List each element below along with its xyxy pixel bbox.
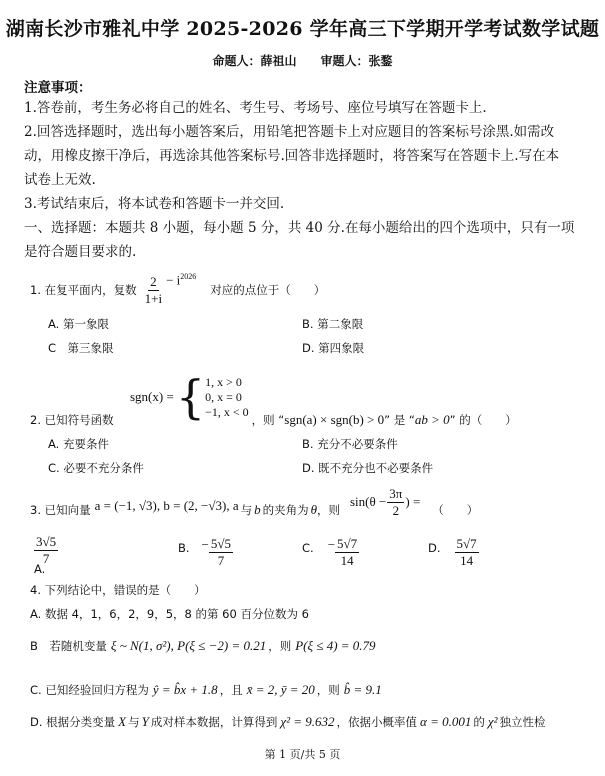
q2-stem-suffix: ” 的（ ） bbox=[449, 413, 517, 427]
q3-b-label: B. bbox=[178, 541, 190, 555]
q3-a-den: 7 bbox=[42, 551, 50, 566]
q2-option-d: D. 既不充分也不必要条件 bbox=[302, 461, 434, 475]
q2-expr-1: sgn(a) × sgn(b) > 0 bbox=[284, 412, 385, 427]
q4-c-math-3: b̂ = 9.1 bbox=[343, 682, 382, 697]
q3-c-den: 14 bbox=[340, 553, 354, 568]
q3-sin-open: sin(θ − bbox=[349, 494, 387, 509]
q4-d-x: X bbox=[118, 714, 127, 729]
q1-option-c: C 第三象限 bbox=[48, 341, 114, 355]
q3-d-den: 14 bbox=[460, 553, 474, 568]
q1-frac-num: 2 bbox=[150, 273, 157, 289]
q3-option-a-label: A. bbox=[34, 562, 46, 576]
q4-c-math-2: x̄ = 2, ȳ = 20 bbox=[246, 682, 315, 697]
q3-option-b-fraction bbox=[209, 536, 233, 569]
note-item-1-text: 1.答卷前，考生务必将自己的姓名、考生号、考场号、座位号填写在答题卡上. bbox=[24, 100, 487, 116]
notes-heading: 注意事项： bbox=[24, 80, 92, 96]
q2-case-1: 1, x > 0 bbox=[205, 374, 242, 389]
q1-minus-i: − i bbox=[166, 272, 181, 288]
q2-stem-mid-2: ” 是 “ bbox=[384, 413, 415, 427]
q4-d-mid: 成对样本数据，计算得到 bbox=[150, 715, 278, 729]
section-heading-line-2: 是符合题目要求的. bbox=[24, 244, 137, 260]
q2-brace: { bbox=[175, 370, 206, 424]
author-line: 命题人：薛祖山 审题人：张鍪 bbox=[212, 54, 393, 68]
question-3 bbox=[30, 485, 479, 532]
q2-case-2: 0, x = 0 bbox=[205, 389, 242, 404]
note-item-3: 3.考试结束后，将本试卷和答题卡一并交回. bbox=[24, 196, 285, 212]
q3-mid: 与 bbox=[240, 503, 253, 517]
q3-option-b bbox=[178, 536, 233, 569]
q4-d-chi: χ² = 9.632 bbox=[280, 714, 335, 729]
q3-b-num: 5√5 bbox=[210, 536, 232, 551]
question-4-stem: 4. 下列结论中，错误的是（ ） bbox=[30, 583, 206, 597]
q1-stem-prefix: 1. 在复平面内，复数 bbox=[30, 283, 137, 297]
section-heading-line-1: 一、选择题：本题共 8 小题，每小题 5 分，共 40 分.在每小题给出的四个选项中，只有一项 bbox=[24, 220, 575, 236]
q1-power: 2026 bbox=[180, 271, 197, 281]
q4-d-y: Y bbox=[141, 714, 149, 729]
q1-option-d: D. 第四象限 bbox=[302, 341, 365, 355]
q4-d-suffix: 独立性检 bbox=[499, 715, 546, 729]
q4-b-mid: ，则 bbox=[268, 639, 292, 653]
q3-option-d bbox=[428, 536, 479, 569]
note-item-2-line-1: 2.回答选择题时，选出每小题答案后，用铅笔把答题卡上对应题目的答案标号涂黑.如需改 bbox=[24, 124, 555, 140]
q4-b-math-2: P(ξ ≤ 4) = 0.79 bbox=[295, 638, 376, 653]
q3-sin-expression bbox=[350, 486, 420, 519]
q1-stem-suffix: 对应的点位于（ ） bbox=[210, 283, 326, 297]
q3-d-num: 5√7 bbox=[456, 536, 477, 551]
q4-d-chi-2: χ² bbox=[487, 714, 498, 729]
q4-option-c bbox=[30, 682, 382, 698]
note-item-2-line-2: 动，用橡皮擦干净后，再选涂其他答案标号.回答非选择题时，将答案写在答题卡上.写在本 bbox=[24, 148, 560, 164]
q4-d-prefix: D. 根据分类变量 bbox=[30, 715, 116, 729]
q4-option-d bbox=[30, 714, 545, 730]
q1-frac-den: 1+i bbox=[144, 290, 163, 306]
q3-mid-3: ，则 bbox=[316, 503, 340, 517]
q4-b-math-1: ξ ~ N(1, σ²), P(ξ ≤ −2) = 0.21 bbox=[110, 638, 267, 653]
q3-c-label: C. bbox=[302, 541, 314, 555]
q4-b-prefix: B 若随机变量 bbox=[30, 639, 107, 653]
q3-sin-close: ) = bbox=[405, 494, 421, 509]
q3-vectors: a = (−1, √3), b = (2, −√3), a bbox=[94, 498, 239, 513]
q4-d-and: 与 bbox=[128, 715, 140, 729]
q1-option-b: B. 第二象限 bbox=[302, 317, 364, 331]
q1-option-a: A. 第一象限 bbox=[48, 317, 109, 331]
page-footer: 第 1 页/共 5 页 bbox=[264, 748, 341, 761]
page-title: 湖南长沙市雅礼中学 2025-2026 学年高三下学期开学考试数学试题 bbox=[5, 18, 600, 40]
q3-vec-b: b bbox=[254, 502, 261, 517]
q2-sgn-label: sgn(x) = bbox=[130, 389, 174, 404]
note-item-1 bbox=[24, 96, 487, 116]
q3-sin-num: 3π bbox=[389, 485, 403, 501]
q2-case-3: −1, x < 0 bbox=[205, 404, 249, 419]
q4-d-alpha: α = 0.001 bbox=[420, 714, 472, 729]
q3-c-sign: − bbox=[327, 537, 336, 552]
q1-fraction bbox=[143, 274, 164, 307]
q3-option-c-fraction bbox=[335, 536, 359, 569]
q2-option-c: C. 必要不充分条件 bbox=[48, 461, 144, 475]
q4-c-mid: ，且 bbox=[219, 683, 243, 697]
q3-b-den: 7 bbox=[217, 553, 225, 568]
q4-c-mid-2: ，则 bbox=[316, 683, 340, 697]
q2-option-b: B. 充分不必要条件 bbox=[302, 437, 398, 451]
q4-d-mid-2: ，依据小概率值 bbox=[336, 715, 417, 729]
q3-stem-prefix: 3. 已知向量 bbox=[30, 503, 91, 517]
q3-d-label: D. bbox=[428, 541, 441, 555]
note-item-2-line-3: 试卷上无效. bbox=[24, 172, 96, 188]
q3-blank: （ ） bbox=[432, 503, 479, 517]
q4-option-b bbox=[30, 638, 376, 654]
question-2 bbox=[30, 412, 517, 428]
q3-option-d-fraction bbox=[455, 536, 479, 569]
q3-sin-fraction bbox=[387, 486, 404, 519]
q3-b-sign: − bbox=[201, 537, 209, 552]
q2-stem-prefix: 2. 已知符号函数 bbox=[30, 413, 114, 427]
q1-after-frac bbox=[166, 272, 196, 288]
q3-c-num: 5√7 bbox=[337, 536, 358, 551]
q4-c-math-1: ŷ = b̂x + 1.8 bbox=[152, 682, 218, 697]
q3-mid-2: 的夹角为 bbox=[262, 503, 309, 517]
q2-stem-mid: ，则 “ bbox=[251, 413, 285, 427]
q4-d-mid-3: 的 bbox=[473, 715, 485, 729]
q3-sin-den: 2 bbox=[392, 502, 400, 518]
q3-theta: θ bbox=[310, 502, 317, 517]
q3-option-c bbox=[302, 536, 359, 569]
question-1 bbox=[30, 268, 325, 312]
q4-option-a: A. 数据 4，1，6，2，9，5，8 的第 60 百分位数为 6 bbox=[30, 607, 309, 621]
q3-a-num: 3√5 bbox=[36, 534, 57, 549]
q4-c-prefix: C. 已知经验回归方程为 bbox=[30, 683, 149, 697]
q2-expr-2: ab > 0 bbox=[414, 412, 450, 427]
q2-option-a: A. 充要条件 bbox=[48, 437, 109, 451]
